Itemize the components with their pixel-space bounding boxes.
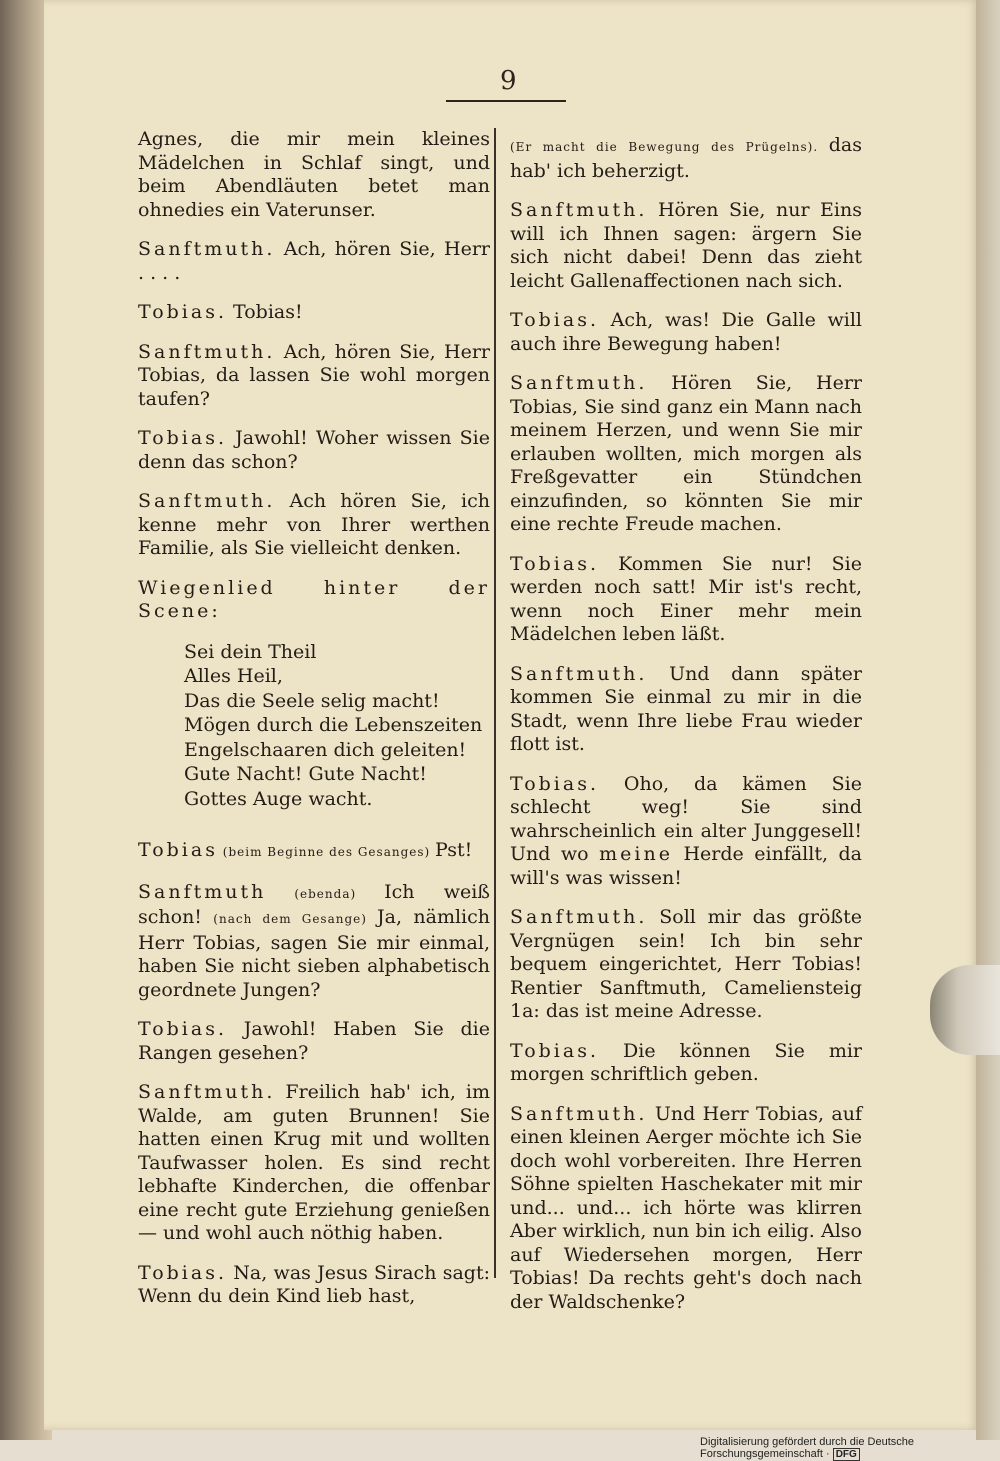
- speaker: Sanftmuth.: [510, 906, 648, 928]
- dialogue: das hab' ich beherzigt.: [510, 134, 862, 182]
- lullaby-verse: [184, 640, 490, 812]
- speaker: Sanftmuth.: [510, 662, 648, 685]
- dfg-logo: DFG: [833, 1448, 860, 1461]
- paragraph: [510, 553, 862, 647]
- stage-direction: Wiegenlied hinter der Scene:: [138, 576, 490, 622]
- paragraph: [510, 663, 862, 757]
- right-column: [510, 134, 862, 1330]
- dialogue: Soll mir das größte Vergnügen sein! Ich bin sehr bequem eingerichtet, Herr Tobias! Rentier Sanftmuth, Cameliensteig 1a: das ist meine Adresse.: [510, 906, 862, 1022]
- stage-note: (Er macht die Bewegung des Prügelns).: [510, 140, 829, 154]
- dialogue: Die können Sie mir morgen schriftlich geben.: [510, 1039, 862, 1085]
- paragraph: [138, 1018, 490, 1065]
- dialogue: Na, was Jesus Sirach sagt: Wenn du dein Kind lieb hast,: [138, 1261, 490, 1307]
- dialogue: Ach, hören Sie, Herr . . . .: [138, 238, 490, 284]
- paragraph: [138, 1262, 490, 1309]
- speaker: Sanftmuth.: [510, 372, 648, 394]
- dialogue: Tobias!: [227, 301, 303, 323]
- paragraph: [138, 427, 490, 474]
- paragraph: [138, 341, 490, 412]
- dialogue: Hören Sie, Herr Tobias, Sie sind ganz ein Mann nach meinem Herzen, und wenn Sie mir erlauben wollten, mich morgen als Freßgevatter ein Stündchen einzufinden, so könnten Sie mir eine rechte Freude machen.: [510, 372, 862, 535]
- credit-text: Digitalisierung gefördert durch die Deutsche Forschungsgemeinschaft ·: [700, 1436, 915, 1460]
- verse-line: Das die Seele selig macht!: [184, 689, 440, 712]
- paragraph: [510, 309, 862, 356]
- dialogue: Hören Sie, nur Eins will ich Ihnen sagen: ärgern Sie sich nicht dabei! Denn das zieht leicht Gallenaffectionen nach sich.: [510, 199, 862, 292]
- paragraph: [138, 301, 490, 325]
- stage-note: (nach dem Gesange): [213, 912, 378, 926]
- verse-line: Gute Nacht! Gute Nacht!: [184, 763, 427, 785]
- speaker: Sanftmuth.: [138, 340, 276, 363]
- paragraph: [138, 238, 490, 285]
- stage-note: (ebenda): [266, 886, 385, 901]
- paragraph: [510, 1040, 862, 1087]
- speaker: Tobias.: [510, 1039, 599, 1062]
- speaker: Sanftmuth.: [510, 1102, 648, 1125]
- page-edge: [976, 0, 1000, 1440]
- paragraph: [510, 1103, 862, 1315]
- speaker: Tobias.: [510, 309, 599, 331]
- dialogue: Freilich hab' ich, im Walde, am guten Brunnen! Sie hatten einen Krug mit und wollten Taufwasser holen. Es sind recht lebhafte Kinderchen, die offenbar eine recht gute Erziehung genießen — und wohl auch nöthig haben.: [138, 1081, 490, 1244]
- dialogue: Und dann später kommen Sie einmal zu mir in die Stadt, wenn Ihre liebe Frau wieder flott ist.: [510, 662, 862, 755]
- header-rule: [446, 100, 566, 102]
- paragraph: [510, 906, 862, 1024]
- speaker: Tobias.: [510, 772, 599, 795]
- dialogue: Ach hören Sie, ich kenne mehr von Ihrer werthen Familie, als Sie vielleicht denken.: [138, 490, 490, 559]
- dialogue: Kommen Sie nur! Sie werden noch satt! Mir ist's recht, wenn noch Einer mehr mein Mädelchen leben läßt.: [510, 552, 862, 645]
- emphasis: meine: [599, 843, 673, 865]
- dialogue: Jawohl! Woher wissen Sie denn das schon?: [138, 427, 490, 473]
- verse-line: Alles Heil,: [184, 665, 283, 687]
- speaker: Tobias.: [138, 1261, 227, 1284]
- speaker: Sanftmuth: [138, 880, 267, 903]
- verse-line: Mögen durch die Lebenszeiten: [184, 714, 483, 736]
- dialogue: Ach, hören Sie, Herr Tobias, da lassen Sie wohl morgen taufen?: [138, 340, 490, 410]
- left-column: [138, 128, 490, 1325]
- page-number: 9: [500, 66, 517, 96]
- dialogue: Pst!: [435, 839, 473, 861]
- speaker: Tobias: [138, 839, 218, 861]
- speaker: Sanftmuth.: [138, 490, 276, 512]
- paragraph: [138, 839, 490, 865]
- speaker: Tobias.: [510, 552, 599, 575]
- speaker: Tobias.: [138, 427, 227, 449]
- funding-credit: [700, 1436, 1000, 1461]
- paragraph: Agnes, die mir mein kleines Mädelchen in Schlaf singt, und beim Abendläuten betet man ohnedies ein Vaterunser.: [138, 128, 490, 221]
- paragraph: [510, 372, 862, 537]
- speaker: Tobias.: [138, 301, 227, 323]
- paragraph: [138, 1081, 490, 1246]
- paragraph: [510, 199, 862, 293]
- dialogue: Jawohl! Haben Sie die Rangen gesehen?: [138, 1018, 490, 1064]
- paragraph: [138, 881, 490, 1003]
- dialogue: Ja, nämlich Herr Tobias, sagen Sie mir einmal, haben Sie nicht sieben alphabetisch geordnete Jungen?: [138, 906, 490, 1001]
- verse-line: Gottes Auge wacht.: [184, 787, 373, 810]
- speaker: Sanftmuth.: [510, 199, 648, 221]
- verse-line: Sei dein Theil: [184, 640, 317, 663]
- paragraph: [510, 134, 862, 183]
- dialogue: Ach, was! Die Galle will auch ihre Bewegung haben!: [510, 309, 862, 355]
- dialogue: Oho, da kämen Sie schlecht weg! Sie sind wahrscheinlich ein alter Junggesell! Und wo: [510, 772, 862, 865]
- dialogue: Und Herr Tobias, auf einen kleinen Aerger möchte ich Sie doch wohl vorbereiten. Ihre Herren Söhne spielten Haschekater mit mir und... und... ich hörte was klirren Aber wirklich, nun bin ich eilig. Also auf Wiedersehen morgen, Herr Tobias! Da rechts geht's doch nach der Waldschenke?: [510, 1102, 862, 1313]
- paragraph: [138, 490, 490, 561]
- verse-line: Engelschaaren dich geleiten!: [184, 738, 467, 761]
- speaker: Tobias.: [138, 1018, 227, 1040]
- stage-note: (beim Beginne des Gesanges): [217, 845, 436, 859]
- column-divider: [494, 128, 496, 1278]
- thumb-tab: [930, 965, 1000, 1055]
- speaker: Sanftmuth.: [138, 238, 276, 260]
- dialogue: Herde einfällt, da will's was wissen!: [510, 843, 862, 889]
- speaker: Sanftmuth.: [138, 1081, 276, 1103]
- dialogue: Ich weiß schon!: [138, 880, 490, 928]
- paragraph: [510, 773, 862, 891]
